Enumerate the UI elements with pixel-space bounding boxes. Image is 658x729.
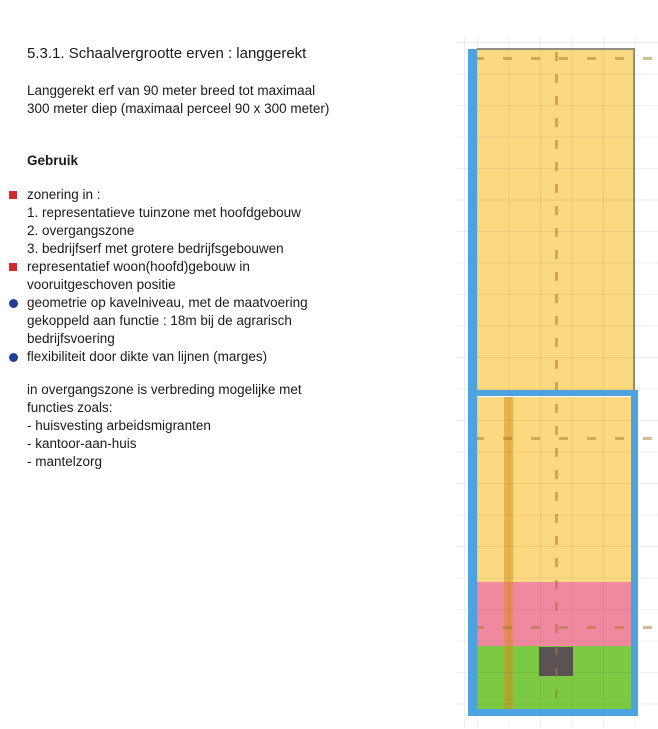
margin-dashed-line-top [461,57,658,60]
intro-paragraph [27,82,329,118]
erf-boundary-bottom [468,709,638,716]
list-item [9,240,308,258]
list-item [9,222,308,240]
closing-line: in overgangszone is verbreding mogelijke met [27,382,302,397]
section-heading-gebruik: Gebruik [27,153,79,168]
bullet-text: representatief woon(hoofd)gebouw in [27,259,250,274]
bullet-text: zonering in : [27,187,101,202]
bullet-list [9,186,308,366]
bullet-text: bedrijfsvoering [27,331,115,346]
closing-line: - mantelzorg [27,454,103,469]
bullet-text: 1. representatieve tuinzone met hoofdgebouw [27,205,301,220]
list-item [9,186,308,204]
list-item [9,204,308,222]
bullet-text: geometrie op kavelniveau, met de maatvoering [27,295,308,310]
margin-dashed-line-middle [461,437,658,440]
list-item [9,258,308,276]
bullet-text: flexibiliteit door dikte van lijnen (marges) [27,349,268,364]
intro-line: Langgerekt erf van 90 meter breed tot maximaal [27,83,316,98]
closing-paragraph [27,381,302,471]
erf-boundary-right [631,390,638,716]
bullet-text: vooruitgeschoven positie [27,277,176,292]
intro-line: 300 meter diep (maximaal perceel 90 x 300 meter) [27,101,330,116]
list-item [9,276,308,294]
list-item [9,330,308,348]
bullet-text: gekoppeld aan functie : 18m bij de agrarisch [27,313,292,328]
closing-line: - huisvesting arbeidsmigranten [27,418,211,433]
margin-dashed-line-bottom [461,626,658,629]
page-title: 5.3.1. Schaalvergrootte erven : langgerekt [27,45,307,62]
list-item [9,348,308,366]
erf-boundary-left [468,49,477,716]
erf-boundary-divider [468,390,638,396]
bullet-text: 3. bedrijfserf met grotere bedrijfsgebouwen [27,241,284,256]
list-item [9,294,308,312]
closing-line: functies zoals: [27,400,113,415]
closing-line: - kantoor-aan-huis [27,436,137,451]
center-dashed-line [555,52,558,708]
bullet-text: 2. overgangszone [27,223,135,238]
list-item [9,312,308,330]
